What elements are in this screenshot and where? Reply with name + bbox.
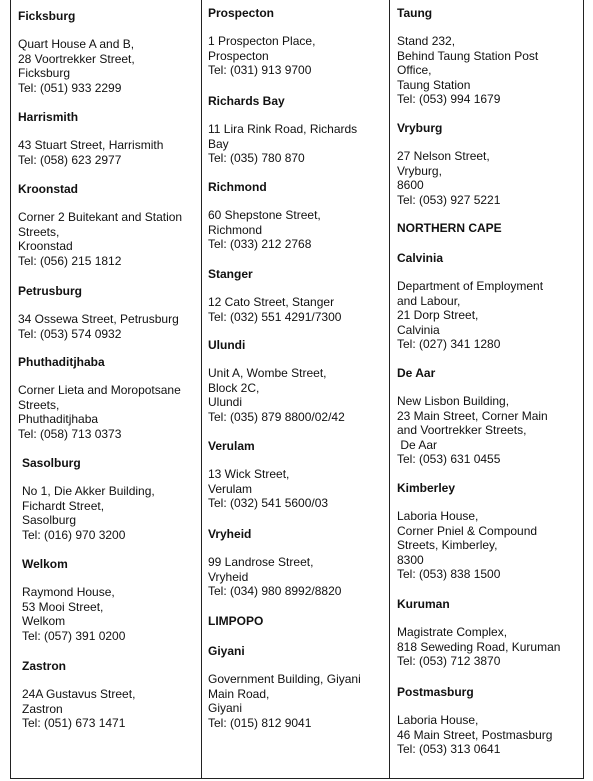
office-address-line: Kroonstad — [18, 239, 73, 254]
office-name: Harrismith — [18, 110, 79, 124]
office-address-line: 21 Dorp Street, — [397, 308, 479, 323]
office-name: Postmasburg — [397, 685, 474, 699]
office-address-line: Streets, — [18, 224, 60, 239]
office-address-line: Welkom — [22, 614, 66, 629]
office-address-line: 24A Gustavus Street, — [22, 687, 136, 701]
office-address-line: Phuthaditjhaba — [18, 412, 99, 427]
office-address-line: New Lisbon Building, — [397, 394, 510, 408]
office-telephone: Tel: (053) 313 0641 — [397, 742, 501, 757]
office-address-line: 13 Wick Street, — [208, 467, 290, 481]
office-address-line: Fichardt Street, — [22, 498, 105, 513]
office-name: Verulam — [208, 439, 255, 453]
office-telephone: Tel: (053) 631 0455 — [397, 452, 501, 467]
office-name: Welkom — [22, 557, 68, 571]
office-entry-prospecton — [201, 6, 389, 78]
office-address-line: Calvinia — [397, 322, 440, 337]
office-name: Richards Bay — [208, 94, 285, 108]
office-entry-harrismith — [10, 110, 201, 167]
office-entry-ulundi — [201, 338, 389, 424]
office-address-line: Vryburg, — [397, 163, 442, 178]
office-telephone: Tel: (051) 673 1471 — [22, 716, 126, 731]
office-address-line: Stand 232, — [397, 34, 456, 48]
office-entry-kimberley — [389, 481, 584, 582]
office-address-line: Raymond House, — [22, 585, 115, 599]
office-address-line: No 1, Die Akker Building, — [22, 484, 155, 498]
office-entry-vryheid — [201, 527, 389, 599]
office-telephone: Tel: (051) 933 2299 — [18, 80, 122, 95]
office-telephone: Tel: (035) 879 8800/02/42 — [208, 409, 345, 424]
office-name: Vryheid — [208, 527, 252, 541]
office-name: Zastron — [22, 659, 67, 673]
office-address-line: 818 Seweding Road, Kuruman — [397, 639, 561, 654]
office-address-line: Streets, Kimberley, — [397, 538, 498, 553]
office-telephone: Tel: (053) 574 0932 — [18, 326, 122, 341]
office-name: Kroonstad — [18, 182, 78, 196]
office-entry-taung — [389, 6, 584, 107]
office-address-line: Unit A, Wombe Street, — [208, 366, 327, 380]
office-name: Kuruman — [397, 597, 450, 611]
column-3 — [389, 0, 584, 781]
office-entry-kroonstad — [10, 182, 201, 268]
office-telephone: Tel: (058) 713 0373 — [18, 426, 122, 441]
office-address-line: Quart House A and B, — [18, 37, 135, 51]
office-telephone: Tel: (027) 341 1280 — [397, 337, 501, 352]
column-1 — [10, 0, 201, 781]
office-telephone: Tel: (057) 391 0200 — [22, 628, 126, 643]
province-heading: NORTHERN CAPE — [397, 221, 502, 235]
office-entry-ficksburg — [10, 9, 201, 95]
office-name: Kimberley — [397, 481, 456, 495]
office-name: Vryburg — [397, 121, 443, 135]
office-address-line: 53 Mooi Street, — [22, 599, 104, 614]
office-telephone: Tel: (058) 623 2977 — [18, 152, 122, 167]
office-address-line: Corner 2 Buitekant and Station — [18, 210, 183, 224]
office-name: De Aar — [397, 366, 436, 380]
column-2 — [201, 0, 389, 781]
office-entry-sasolburg — [10, 456, 201, 542]
office-address-line: Richmond — [208, 222, 263, 237]
office-telephone: Tel: (032) 551 4291/7300 — [208, 309, 342, 324]
office-address-line: De Aar — [397, 437, 438, 452]
office-name: Phuthaditjhaba — [18, 355, 105, 369]
office-address-line: 8300 — [397, 552, 424, 567]
office-address-line: Ulundi — [208, 395, 243, 410]
office-address-line: 12 Cato Street, Stanger — [208, 295, 335, 309]
office-address-line: 27 Nelson Street, — [397, 149, 490, 163]
office-telephone: Tel: (053) 838 1500 — [397, 567, 501, 582]
office-telephone: Tel: (053) 994 1679 — [397, 92, 501, 107]
office-address-line: and Labour, — [397, 293, 461, 308]
office-address-line: Vryheid — [208, 569, 249, 584]
office-address-line: Ficksburg — [18, 66, 71, 81]
office-telephone: Tel: (032) 541 5600/03 — [208, 496, 329, 511]
office-telephone: Tel: (056) 215 1812 — [18, 253, 122, 268]
office-name: Sasolburg — [22, 456, 81, 470]
office-address-line: Office, — [397, 63, 432, 78]
office-address-line: 46 Main Street, Postmasburg — [397, 727, 553, 742]
office-name: Taung — [397, 6, 433, 20]
office-telephone: Tel: (053) 712 3870 — [397, 654, 501, 669]
office-address-line: 60 Shepstone Street, — [208, 208, 321, 222]
office-address-line: Taung Station — [397, 77, 471, 92]
province-heading: LIMPOPO — [208, 614, 264, 628]
office-telephone: Tel: (053) 927 5221 — [397, 192, 501, 207]
office-entry-calvinia — [389, 251, 584, 352]
office-telephone: Tel: (035) 780 870 — [208, 151, 305, 166]
office-telephone: Tel: (033) 212 2768 — [208, 237, 312, 252]
office-address-line: Behind Taung Station Post — [397, 48, 539, 63]
office-address-line: Corner Lieta and Moropotsane — [18, 383, 181, 397]
office-telephone: Tel: (034) 980 8992/8820 — [208, 584, 342, 599]
office-address-line: Main Road, — [208, 686, 270, 701]
office-address-line: 43 Stuart Street, Harrismith — [18, 138, 164, 152]
office-address-line: Laboria House, — [397, 509, 479, 523]
office-address-line: Corner Pniel & Compound — [397, 523, 538, 538]
office-address-line: Prospecton — [208, 48, 269, 63]
office-telephone: Tel: (031) 913 9700 — [208, 63, 312, 78]
office-address-line: Government Building, Giyani — [208, 672, 361, 686]
office-entry-petrusburg — [10, 284, 201, 341]
office-telephone: Tel: (015) 812 9041 — [208, 715, 312, 730]
office-entry-phuthaditjhaba — [10, 355, 201, 441]
office-address-line: Verulam — [208, 481, 253, 496]
office-entry-giyani — [201, 644, 389, 730]
office-address-line: Block 2C, — [208, 380, 260, 395]
office-entry-richards-bay — [201, 94, 389, 166]
office-name: Richmond — [208, 180, 267, 194]
office-address-line: Streets, — [18, 397, 60, 412]
office-address-line: 28 Voortrekker Street, — [18, 51, 135, 66]
office-name: Stanger — [208, 267, 253, 281]
office-address-line: Giyani — [208, 701, 243, 716]
office-entry-vryburg — [389, 121, 584, 207]
office-address-line: Sasolburg — [22, 513, 77, 528]
office-address-line: 1 Prospecton Place, — [208, 34, 316, 48]
office-address-line: 99 Landrose Street, — [208, 555, 314, 569]
office-address-line: Department of Employment — [397, 279, 544, 293]
office-name: Giyani — [208, 644, 245, 658]
office-address-line: Magistrate Complex, — [397, 625, 508, 639]
office-entry-welkom — [10, 557, 201, 643]
office-address-line: 34 Ossewa Street, Petrusburg — [18, 312, 179, 326]
office-entry-de-aar — [389, 366, 584, 467]
office-entry-stanger — [201, 267, 389, 324]
office-entry-kuruman — [389, 597, 584, 669]
office-address-line: 11 Lira Rink Road, Richards — [208, 122, 358, 136]
office-entry-verulam — [201, 439, 389, 511]
office-name: Ficksburg — [18, 9, 76, 23]
office-address-line: Zastron — [22, 701, 63, 716]
office-telephone: Tel: (016) 970 3200 — [22, 527, 126, 542]
office-address-line: Laboria House, — [397, 713, 479, 727]
office-name: Petrusburg — [18, 284, 83, 298]
office-name: Ulundi — [208, 338, 246, 352]
office-entry-richmond — [201, 180, 389, 252]
office-address-line: 23 Main Street, Corner Main — [397, 408, 548, 423]
office-address-line: Bay — [208, 136, 229, 151]
office-address-line: 8600 — [397, 178, 424, 193]
office-name: Prospecton — [208, 6, 275, 20]
office-address-line: and Voortrekker Streets, — [397, 423, 527, 438]
office-name: Calvinia — [397, 251, 444, 265]
office-entry-postmasburg — [389, 685, 584, 757]
office-entry-zastron — [10, 659, 201, 731]
